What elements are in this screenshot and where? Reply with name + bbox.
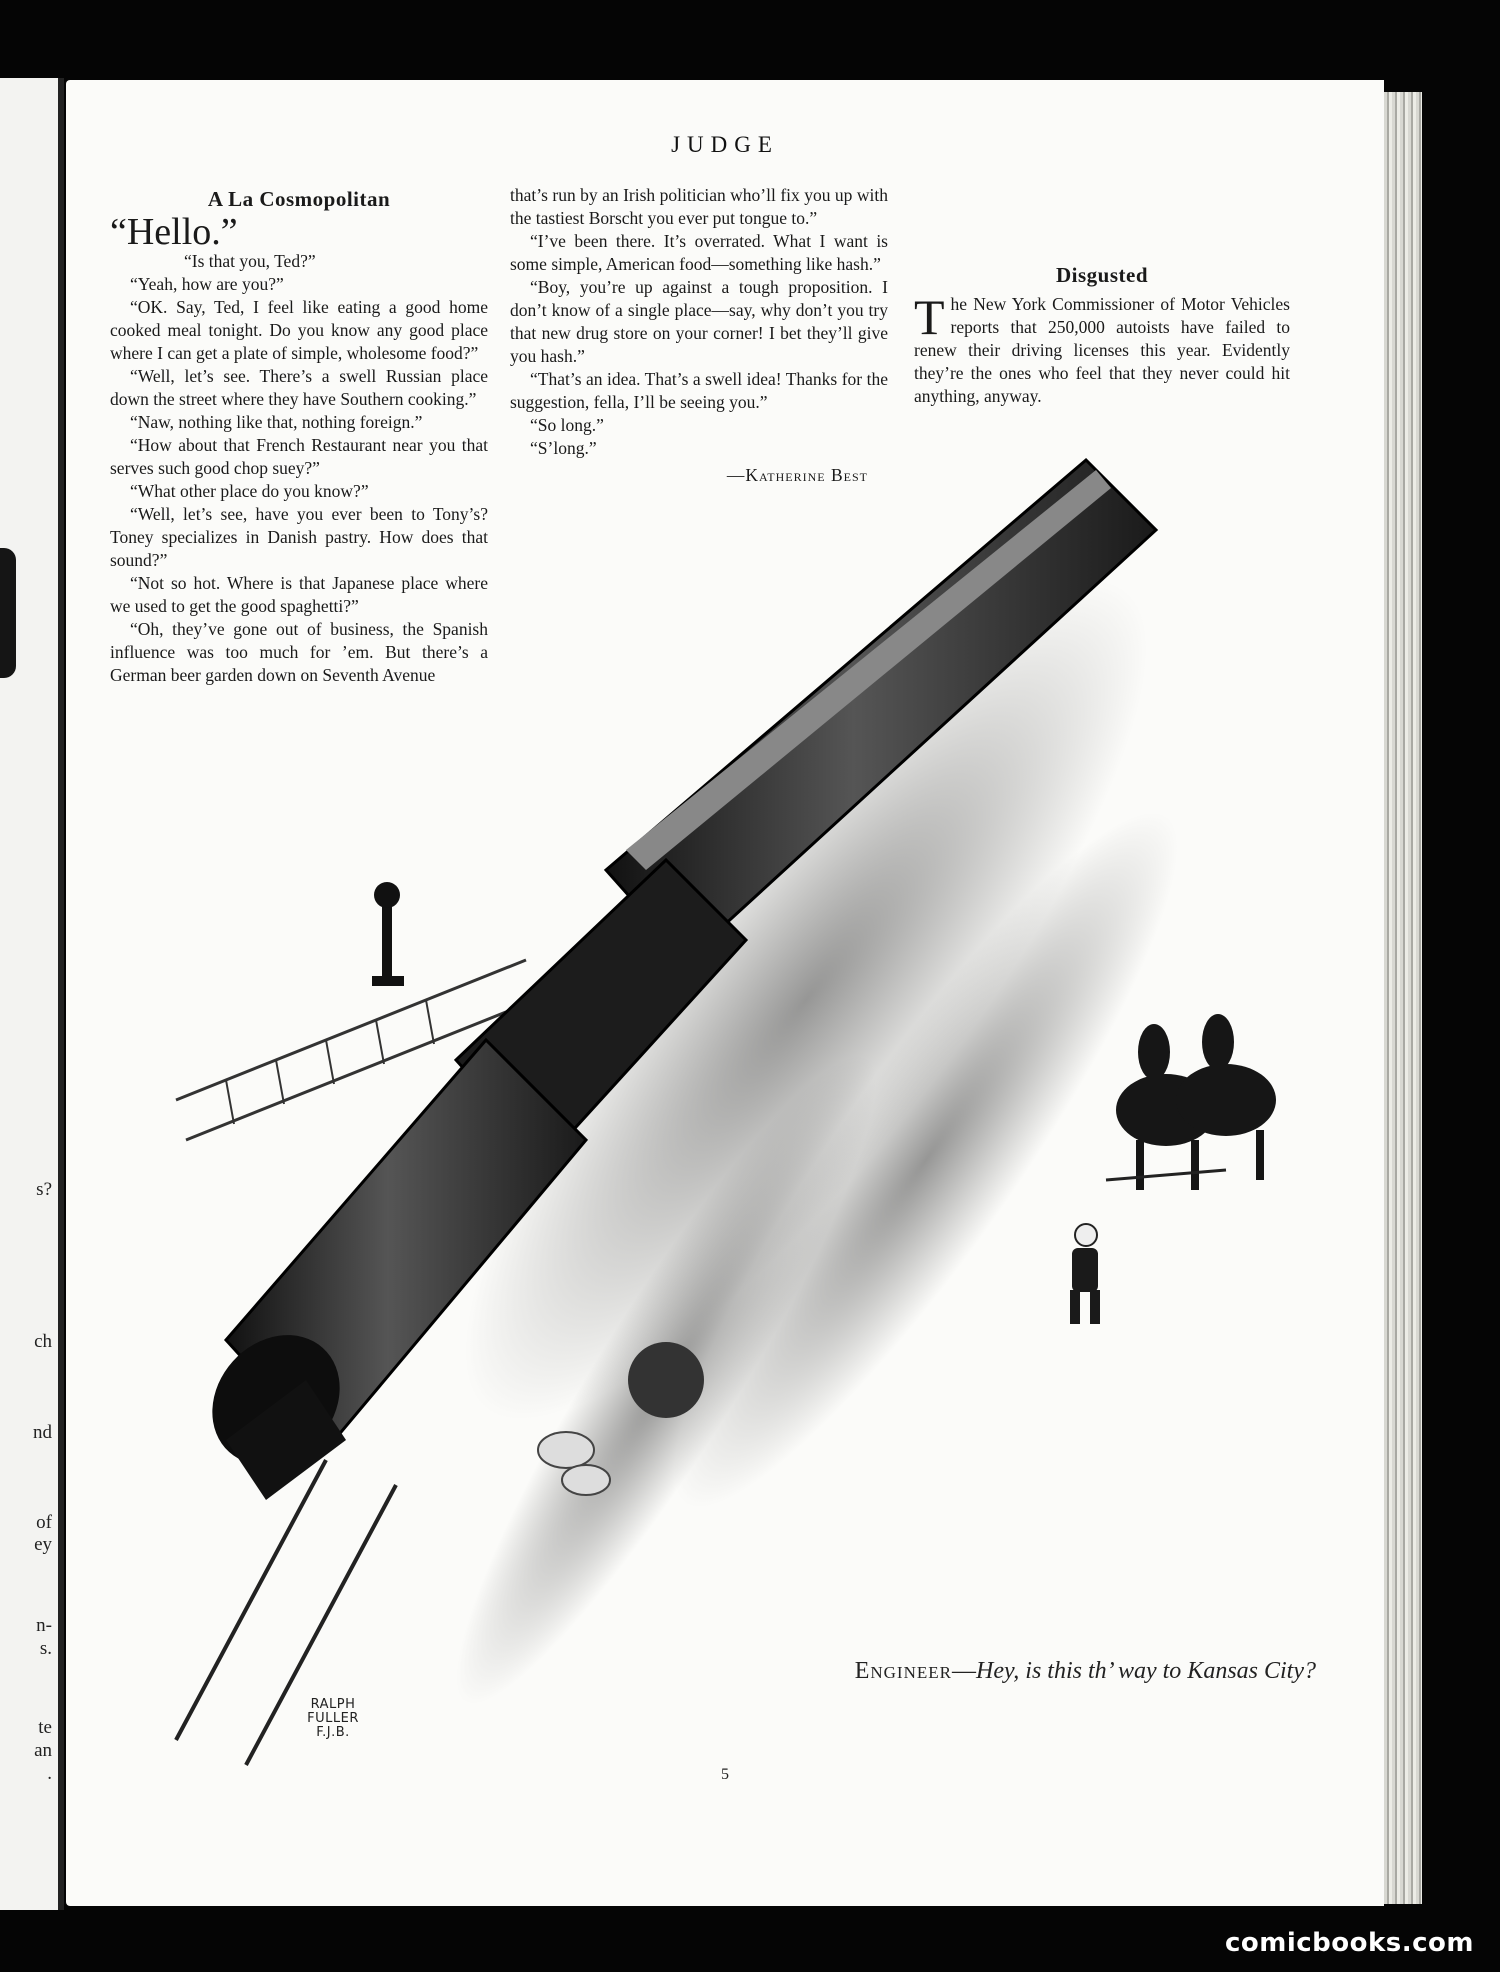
article-title: A La Cosmopolitan: [207, 187, 391, 211]
paragraph: “Boy, you’re up against a tough proposition. I don’t know of a single place—say, why don’t you try that new drug store on your corner! I bet they’ll give you hash.”: [510, 277, 888, 366]
left-page-fragment: nd: [33, 1422, 52, 1443]
rock: [562, 1465, 610, 1495]
left-page-fragment: ch: [34, 1331, 52, 1352]
rock: [538, 1432, 594, 1468]
article-column-3: [914, 184, 1290, 408]
caption-line: Hey, is this th’ way to Kansas City?: [975, 1658, 1316, 1684]
article-body: [914, 289, 1290, 408]
left-page-fragment: ey: [34, 1534, 52, 1555]
left-page-fragment: s?: [36, 1179, 52, 1200]
paragraph: “Yeah, how are you?”: [130, 274, 284, 294]
left-page-fragment: n-: [36, 1615, 52, 1636]
paragraph: “Well, let’s see, have you ever been to Tony’s? Toney specializes in Danish pastry. How does that sound?”: [110, 504, 488, 570]
magazine-page: [66, 80, 1384, 1906]
page-edge-stack: [1384, 92, 1422, 1904]
drop-cap: T: [914, 289, 945, 345]
bush: [628, 1342, 704, 1418]
left-page-ink-blot: [0, 548, 16, 678]
paragraph: “So long.”: [530, 415, 604, 435]
masthead: JUDGE: [671, 132, 779, 157]
signature-line: F.J.B.: [316, 1725, 350, 1740]
left-page-fragment: an: [34, 1740, 52, 1761]
signature-line: FULLER: [307, 1711, 359, 1726]
paragraph: “Oh, they’ve gone out of business, the Spanish influence was too much for ’em. But there’s a German beer garden down on Seventh Avenue: [110, 619, 488, 685]
paragraph: “Not so hot. Where is that Japanese place where we used to get the good spaghetti?”: [110, 573, 488, 616]
plow-harness: [1106, 1170, 1226, 1180]
left-page-fragment: .: [47, 1763, 52, 1784]
paragraph: “What other place do you know?”: [130, 481, 369, 501]
railway-signal: [372, 882, 404, 986]
cartoon-caption: Engineer—Hey, is this th’ way to Kansas City?: [854, 1658, 1316, 1684]
farmer: [1070, 1224, 1100, 1324]
paragraph: “Well, let’s see. There’s a swell Russian place down the street where they have Southern cooking.”: [110, 366, 488, 409]
horse-team: [1116, 1014, 1276, 1190]
paragraph: [110, 211, 488, 253]
opening-paragraph: “Hello.”: [110, 211, 238, 253]
paragraph: “I’ve been there. It’s overrated. What I want is some simple, American food—something like hash.”: [510, 231, 888, 274]
paragraph: “S’long.”: [530, 438, 597, 458]
caption-speaker: Engineer: [854, 1658, 952, 1684]
article-byline: —Katherine Best: [726, 465, 868, 485]
signature-line: RALPH: [310, 1697, 356, 1712]
left-page-fragment: s.: [39, 1638, 52, 1659]
paragraph: “How about that French Restaurant near you that serves such good chop suey?”: [110, 435, 488, 478]
paragraph: “Naw, nothing like that, nothing foreign.”: [130, 412, 423, 432]
article-body-text: he New York Commissioner of Motor Vehicles reports that 250,000 autoists have failed to renew their driving licenses this year. Evidently they’re the ones who feel that they never could hit anything, anyway.: [914, 294, 1290, 406]
artist-signature: [288, 1698, 378, 1740]
article-title: Disgusted: [1055, 263, 1149, 287]
watermark: comicbooks.com: [1224, 1928, 1474, 1958]
paragraph: “OK. Say, Ted, I feel like eating a good home cooked meal tonight. Do you know any good place where I can get a plate of simple, wholesome food?”: [110, 297, 488, 363]
paragraph: “Is that you, Ted?”: [184, 251, 316, 271]
paragraph: that’s run by an Irish politician who’ll fix you up with the tastiest Borscht you ever put tongue to.”: [510, 185, 888, 228]
left-page-fragment: of: [36, 1512, 52, 1533]
left-page-fragment: te: [38, 1717, 52, 1738]
page-number: 5: [721, 1766, 729, 1783]
left-facing-page: [0, 78, 64, 1910]
paragraph: “That’s an idea. That’s a swell idea! Thanks for the suggestion, fella, I’ll be seeing you.”: [510, 369, 888, 412]
train-cartoon-illustration: [106, 440, 1356, 1820]
